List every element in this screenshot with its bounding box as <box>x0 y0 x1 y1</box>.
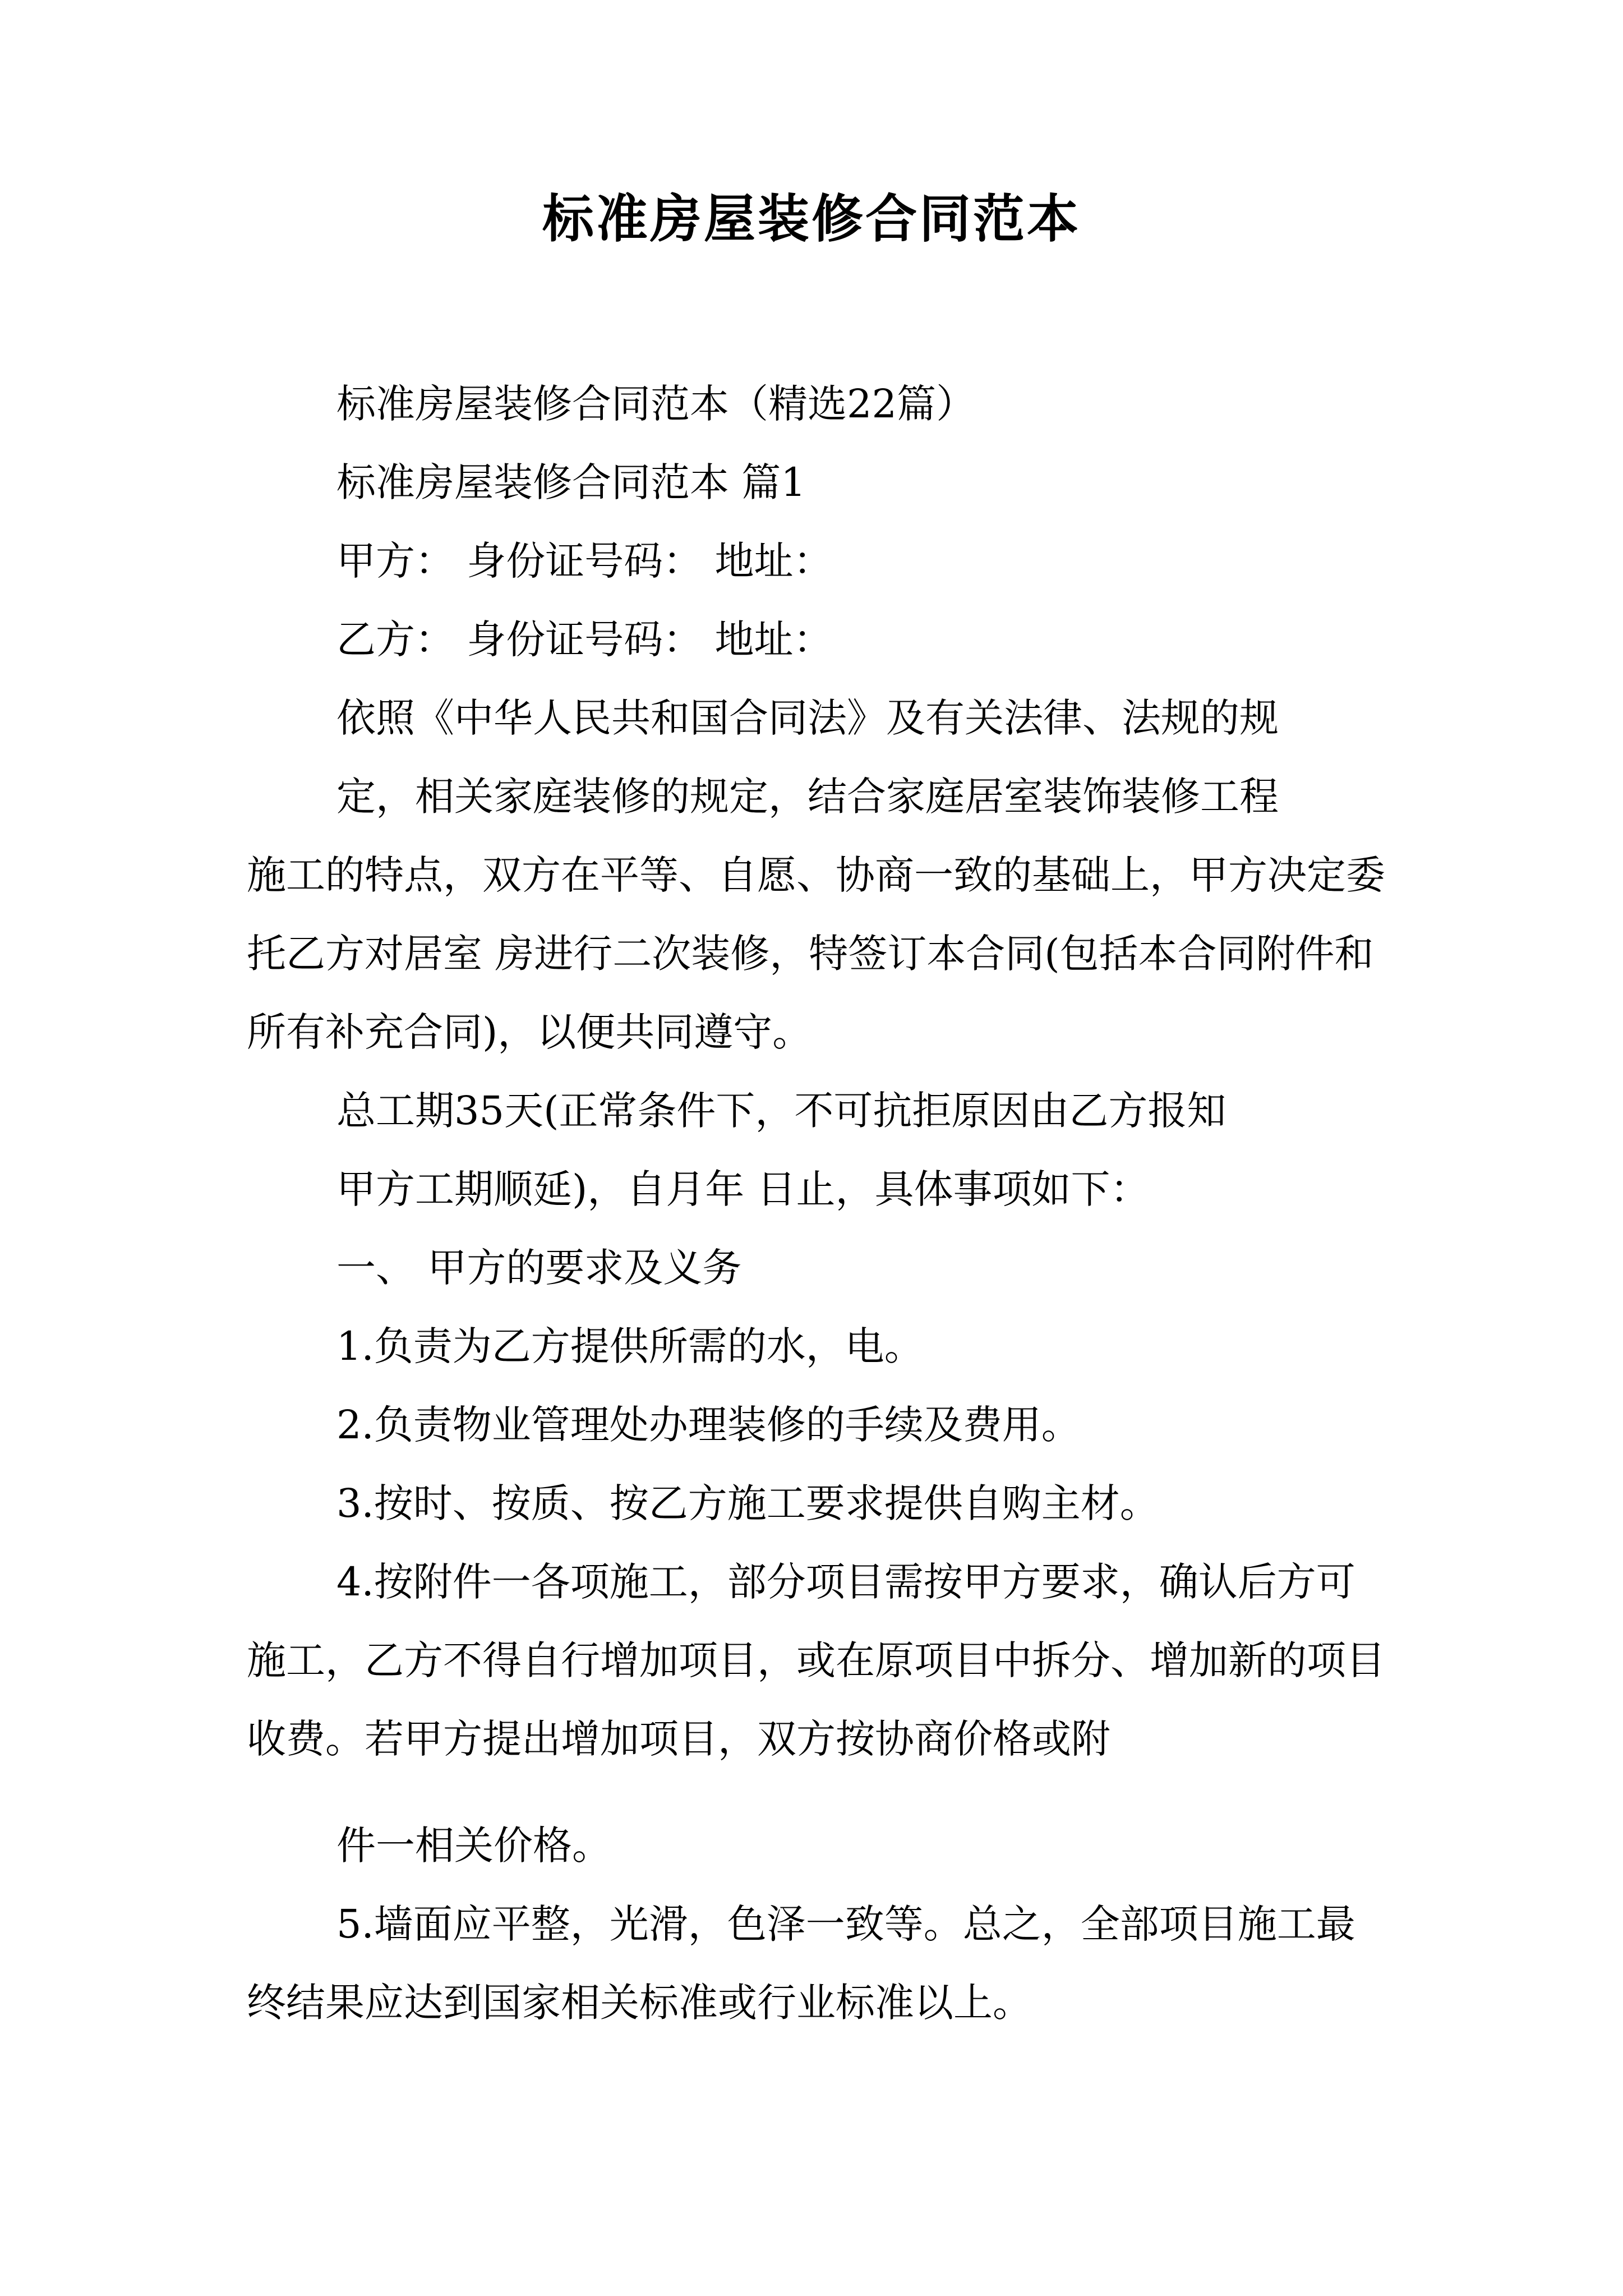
paragraph-duration-line-2: 甲方工期顺延)，自月年 日止，具体事项如下： <box>336 1166 1150 1212</box>
paragraph-item-4-continued: 件一相关价格。 <box>336 1823 611 1869</box>
paragraph-section-one-heading: 一、 甲方的要求及义务 <box>336 1245 742 1291</box>
document-title: 标准房屋装修合同范本 <box>542 188 1081 249</box>
paragraph-section-heading: 标准房屋装修合同范本 篇1 <box>336 459 806 505</box>
paragraph-gap <box>247 1778 1387 1806</box>
paragraph-item-5: 5.墙面应平整，光滑，色泽一致等。总之，全部项目施工最终结果应达到国家相关标准或行业标准以上。 <box>247 1901 1355 2026</box>
paragraph-item-3: 3.按时、按质、按乙方施工要求提供自购主材。 <box>336 1480 1159 1526</box>
paragraph-basis-line-2: 定，相关家庭装修的规定，结合家庭居室装饰装修工程 <box>336 774 1279 820</box>
paragraph-party-b: 乙方： 身份证号码： 地址： <box>336 616 833 662</box>
paragraph-party-a: 甲方： 身份证号码： 地址： <box>336 538 833 584</box>
paragraph-subtitle: 标准房屋装修合同范本（精选22篇） <box>336 381 976 427</box>
paragraph-basis-body: 施工的特点，双方在平等、自愿、协商一致的基础上，甲方决定委托乙方对居室 房进行二次装修，特签订本合同(包括本合同附件和所有补充合同)，以便共同遵守。 <box>247 852 1385 1055</box>
paragraph-basis-line-1: 依照《中华人民共和国合同法》及有关法律、法规的规 <box>336 695 1279 741</box>
paragraph-item-2: 2.负责物业管理处办理装修的手续及费用。 <box>336 1402 1081 1448</box>
paragraph-item-1: 1.负责为乙方提供所需的水，电。 <box>336 1323 924 1369</box>
document-body <box>247 365 1387 2042</box>
paragraph-duration-line-1: 总工期35天(正常条件下，不可抗拒原因由乙方报知 <box>336 1088 1227 1134</box>
paragraph-item-4: 4.按附件一各项施工，部分项目需按甲方要求，确认后方可施工，乙方不得自行增加项目，或在原项目中拆分、增加新的项目收费。若甲方提出增加项目，双方按协商价格或附 <box>247 1559 1385 1762</box>
